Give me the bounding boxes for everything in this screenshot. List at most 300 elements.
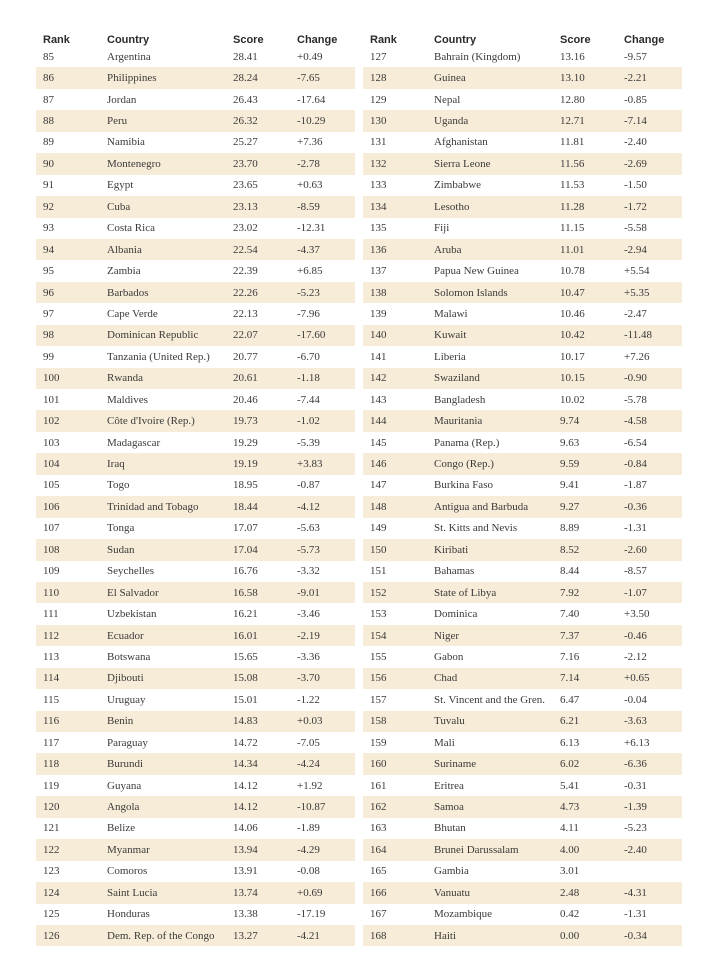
change-cell: -4.31: [617, 882, 682, 903]
score-cell: 9.74: [553, 410, 617, 431]
table-row: [36, 389, 355, 410]
country-cell: Suriname: [427, 753, 553, 774]
score-cell: 22.07: [226, 325, 290, 346]
change-cell: [617, 861, 682, 882]
rank-cell: 113: [43, 650, 60, 663]
table-row: [36, 325, 355, 346]
score-cell: 25.27: [233, 136, 258, 149]
country-cell: Uganda: [427, 110, 553, 131]
table-row: [363, 668, 682, 689]
rank-cell: 122: [36, 839, 100, 860]
change-cell: -0.08: [297, 865, 320, 878]
score-cell: 13.94: [226, 839, 290, 860]
ranking-page: [36, 28, 682, 946]
score-cell: 20.61: [226, 368, 290, 389]
score-cell: 14.12: [233, 779, 258, 792]
change-cell: -1.72: [617, 196, 682, 217]
rank-cell: 128: [363, 67, 427, 88]
change-cell: -0.46: [617, 625, 682, 646]
score-cell: 16.01: [226, 625, 290, 646]
table-row: [363, 539, 682, 560]
country-cell: Peru: [100, 110, 226, 131]
score-cell: 13.27: [226, 925, 290, 946]
change-cell: -1.50: [624, 179, 647, 192]
change-cell: +0.69: [290, 882, 355, 903]
table-row: [363, 46, 682, 67]
change-cell: -4.12: [290, 496, 355, 517]
rank-cell: 142: [363, 368, 427, 389]
change-cell: -0.04: [624, 693, 647, 706]
rank-cell: 156: [363, 668, 427, 689]
change-cell: -6.70: [297, 350, 320, 363]
change-cell: -5.63: [297, 522, 320, 535]
country-cell: Botswana: [107, 650, 151, 663]
score-cell: 10.78: [560, 265, 585, 278]
country-cell: Dominican Republic: [100, 325, 226, 346]
table-body-right: [363, 46, 682, 946]
rank-cell: 167: [370, 908, 387, 921]
change-cell: +0.63: [297, 179, 323, 192]
table-row: [363, 175, 682, 196]
country-cell: Afghanistan: [434, 136, 488, 149]
score-cell: 22.13: [233, 307, 258, 320]
rank-cell: 100: [36, 368, 100, 389]
change-cell: -2.94: [617, 239, 682, 260]
change-cell: +7.36: [297, 136, 323, 149]
table-row: [36, 861, 355, 882]
score-cell: 18.44: [226, 496, 290, 517]
change-cell: -8.57: [624, 565, 647, 578]
table-row: [363, 389, 682, 410]
change-cell: -1.39: [617, 796, 682, 817]
ranking-table-left: [36, 28, 355, 946]
score-cell: 13.91: [233, 865, 258, 878]
country-cell: Burkina Faso: [434, 479, 493, 492]
change-cell: +0.65: [617, 668, 682, 689]
score-cell: 11.56: [553, 153, 617, 174]
table-row: [363, 603, 682, 624]
rank-cell: 168: [363, 925, 427, 946]
table-row: [36, 260, 355, 281]
country-cell: Philippines: [100, 67, 226, 88]
table-row: [363, 796, 682, 817]
rank-cell: 109: [43, 565, 60, 578]
table-row: [36, 732, 355, 753]
rank-cell: 141: [370, 350, 387, 363]
rank-cell: 94: [36, 239, 100, 260]
rank-cell: 115: [43, 693, 60, 706]
score-cell: 12.71: [553, 110, 617, 131]
score-cell: 6.13: [560, 736, 580, 749]
country-cell: Solomon Islands: [427, 282, 553, 303]
table-body-left: [36, 46, 355, 946]
score-cell: 17.07: [233, 522, 258, 535]
rank-cell: 136: [363, 239, 427, 260]
rank-cell: 123: [43, 865, 60, 878]
change-cell: -4.58: [617, 410, 682, 431]
country-cell: Mauritania: [427, 410, 553, 431]
score-cell: 10.46: [560, 307, 585, 320]
rank-cell: 133: [370, 179, 387, 192]
score-cell: 22.54: [226, 239, 290, 260]
country-cell: Malawi: [434, 307, 468, 320]
score-cell: 14.83: [226, 711, 290, 732]
score-cell: 26.43: [233, 93, 258, 106]
country-cell: Egypt: [107, 179, 134, 192]
rank-cell: 166: [363, 882, 427, 903]
country-cell: Jordan: [107, 93, 137, 106]
rank-cell: 103: [43, 436, 60, 449]
change-cell: -2.47: [624, 307, 647, 320]
score-cell: 23.02: [233, 222, 258, 235]
table-row: [36, 796, 355, 817]
change-cell: -4.29: [290, 839, 355, 860]
table-row: [363, 646, 682, 667]
table-row: [36, 346, 355, 367]
change-cell: -5.23: [290, 282, 355, 303]
table-row: [363, 67, 682, 88]
score-cell: 10.47: [553, 282, 617, 303]
country-cell: Sierra Leone: [427, 153, 553, 174]
country-cell: Namibia: [107, 136, 145, 149]
table-row: [36, 110, 355, 131]
country-cell: Honduras: [107, 908, 150, 921]
country-cell: Mozambique: [434, 908, 493, 921]
rank-cell: 105: [43, 479, 60, 492]
rank-cell: 96: [36, 282, 100, 303]
rank-cell: 119: [43, 779, 60, 792]
rank-cell: 152: [363, 582, 427, 603]
country-header: Country: [434, 34, 477, 46]
score-cell: 23.65: [233, 179, 258, 192]
table-row: [36, 46, 355, 67]
country-cell: Nepal: [434, 93, 461, 106]
score-cell: 15.08: [226, 668, 290, 689]
country-cell: Argentina: [107, 50, 151, 63]
score-cell: 5.41: [560, 779, 580, 792]
rank-cell: 107: [43, 522, 60, 535]
table-row: [36, 153, 355, 174]
score-cell: 9.27: [553, 496, 617, 517]
country-cell: Iraq: [100, 453, 226, 474]
table-row: [363, 260, 682, 281]
change-cell: -10.87: [290, 796, 355, 817]
table-row: [363, 132, 682, 153]
table-row: [36, 496, 355, 517]
score-cell: 28.41: [233, 50, 258, 63]
rank-cell: 160: [363, 753, 427, 774]
table-row: [36, 432, 355, 453]
table-row: [36, 711, 355, 732]
change-cell: -2.19: [290, 625, 355, 646]
score-cell: 22.39: [233, 265, 258, 278]
rank-cell: 149: [370, 522, 387, 535]
change-cell: -4.24: [290, 753, 355, 774]
country-cell: Albania: [100, 239, 226, 260]
change-cell: -2.78: [290, 153, 355, 174]
table-row: [36, 410, 355, 431]
table-header-row: [36, 28, 355, 46]
change-cell: -4.21: [290, 925, 355, 946]
score-cell: 7.14: [553, 668, 617, 689]
change-cell: -4.37: [290, 239, 355, 260]
change-cell: -17.19: [297, 908, 326, 921]
table-row: [363, 689, 682, 710]
rank-cell: 130: [363, 110, 427, 131]
change-cell: -0.36: [617, 496, 682, 517]
table-row: [363, 496, 682, 517]
country-cell: Montenegro: [100, 153, 226, 174]
table-row: [36, 818, 355, 839]
rank-cell: 154: [363, 625, 427, 646]
rank-cell: 131: [370, 136, 387, 149]
rank-cell: 145: [370, 436, 387, 449]
country-cell: Maldives: [107, 393, 148, 406]
rank-header: Rank: [370, 34, 397, 46]
score-cell: 10.15: [553, 368, 617, 389]
table-row: [363, 818, 682, 839]
change-cell: -0.84: [617, 453, 682, 474]
country-cell: Dem. Rep. of the Congo: [100, 925, 226, 946]
country-cell: Bangladesh: [434, 393, 486, 406]
rank-cell: 117: [43, 736, 60, 749]
rank-cell: 120: [36, 796, 100, 817]
rank-cell: 148: [363, 496, 427, 517]
score-cell: 0.42: [560, 908, 580, 921]
country-cell: Djibouti: [100, 668, 226, 689]
table-row: [36, 475, 355, 496]
rank-cell: 151: [370, 565, 387, 578]
rank-cell: 126: [36, 925, 100, 946]
rank-cell: 135: [370, 222, 387, 235]
table-row: [36, 453, 355, 474]
change-cell: -6.54: [624, 436, 647, 449]
country-cell: Zambia: [107, 265, 141, 278]
table-row: [363, 325, 682, 346]
country-cell: Myanmar: [100, 839, 226, 860]
rank-cell: 112: [36, 625, 100, 646]
country-cell: Tonga: [107, 522, 135, 535]
country-cell: Sudan: [100, 539, 226, 560]
score-cell: 19.19: [226, 453, 290, 474]
rank-cell: 127: [370, 50, 387, 63]
rank-cell: 129: [370, 93, 387, 106]
table-row: [363, 625, 682, 646]
score-cell: 23.70: [226, 153, 290, 174]
table-row: [363, 518, 682, 539]
country-cell: Seychelles: [107, 565, 155, 578]
rank-cell: 92: [36, 196, 100, 217]
table-row: [36, 518, 355, 539]
score-cell: 4.73: [553, 796, 617, 817]
rank-cell: 137: [370, 265, 387, 278]
change-cell: +5.35: [617, 282, 682, 303]
country-cell: Chad: [427, 668, 553, 689]
score-cell: 0.00: [553, 925, 617, 946]
table-row: [36, 89, 355, 110]
score-cell: 7.16: [560, 650, 580, 663]
country-cell: St. Vincent and the Gren.: [434, 693, 545, 706]
change-cell: -17.64: [297, 93, 326, 106]
rank-cell: 140: [363, 325, 427, 346]
score-cell: 13.10: [553, 67, 617, 88]
score-cell: 13.38: [233, 908, 258, 921]
country-cell: Eritrea: [434, 779, 464, 792]
change-cell: -1.22: [297, 693, 320, 706]
table-row: [363, 410, 682, 431]
country-cell: Guyana: [107, 779, 142, 792]
rank-cell: 86: [36, 67, 100, 88]
table-row: [363, 239, 682, 260]
country-cell: Bahrain (Kingdom): [434, 50, 521, 63]
rank-cell: 134: [363, 196, 427, 217]
country-cell: Cape Verde: [107, 307, 158, 320]
score-cell: 14.72: [233, 736, 258, 749]
country-cell: State of Libya: [427, 582, 553, 603]
rank-cell: 146: [363, 453, 427, 474]
change-cell: -11.48: [617, 325, 682, 346]
change-cell: -5.73: [290, 539, 355, 560]
country-cell: Gambia: [434, 865, 469, 878]
score-cell: 6.47: [560, 693, 580, 706]
rank-cell: 143: [370, 393, 387, 406]
rank-cell: 99: [43, 350, 54, 363]
table-row: [36, 132, 355, 153]
table-row: [363, 303, 682, 324]
change-header: Change: [624, 34, 665, 46]
rank-header: Rank: [43, 34, 70, 46]
table-row: [36, 603, 355, 624]
rank-cell: 89: [43, 136, 54, 149]
table-row: [36, 753, 355, 774]
change-cell: +6.13: [624, 736, 650, 749]
table-row: [363, 110, 682, 131]
country-cell: Fiji: [434, 222, 450, 235]
score-cell: 17.04: [226, 539, 290, 560]
change-cell: +7.26: [624, 350, 650, 363]
country-cell: Congo (Rep.): [427, 453, 553, 474]
rank-cell: 158: [363, 711, 427, 732]
table-row: [36, 175, 355, 196]
rank-cell: 101: [43, 393, 60, 406]
table-row: [36, 67, 355, 88]
rank-cell: 88: [36, 110, 100, 131]
rank-cell: 102: [36, 410, 100, 431]
rank-cell: 95: [43, 265, 54, 278]
rank-cell: 159: [370, 736, 387, 749]
table-row: [363, 282, 682, 303]
country-cell: Papua New Guinea: [434, 265, 519, 278]
score-cell: 8.89: [560, 522, 580, 535]
rank-cell: 97: [43, 307, 54, 320]
table-row: [363, 196, 682, 217]
change-cell: -5.78: [624, 393, 647, 406]
change-cell: -9.01: [290, 582, 355, 603]
table-row: [36, 904, 355, 925]
rank-cell: 150: [363, 539, 427, 560]
score-cell: 12.80: [560, 93, 585, 106]
score-cell: 11.53: [560, 179, 585, 192]
score-cell: 18.95: [233, 479, 258, 492]
change-cell: -1.18: [290, 368, 355, 389]
score-cell: 4.00: [553, 839, 617, 860]
score-cell: 4.11: [560, 822, 579, 835]
rank-cell: 90: [36, 153, 100, 174]
score-cell: 6.02: [553, 753, 617, 774]
country-cell: Bahamas: [434, 565, 475, 578]
rank-cell: 162: [363, 796, 427, 817]
score-cell: 16.58: [226, 582, 290, 603]
change-header: Change: [297, 34, 338, 46]
country-cell: Bhutan: [434, 822, 466, 835]
rank-cell: 93: [43, 222, 54, 235]
rank-cell: 114: [36, 668, 100, 689]
change-cell: -3.36: [297, 650, 320, 663]
score-cell: 16.21: [233, 608, 258, 621]
table-row: [36, 282, 355, 303]
rank-cell: 139: [370, 307, 387, 320]
country-cell: Aruba: [427, 239, 553, 260]
rank-cell: 98: [36, 325, 100, 346]
country-cell: Rwanda: [100, 368, 226, 389]
score-cell: 14.12: [226, 796, 290, 817]
table-row: [36, 539, 355, 560]
score-cell: 10.02: [560, 393, 585, 406]
table-row: [363, 711, 682, 732]
change-cell: -1.87: [624, 479, 647, 492]
change-cell: -12.31: [297, 222, 326, 235]
rank-cell: 106: [36, 496, 100, 517]
change-cell: -7.96: [297, 307, 320, 320]
table-row: [363, 753, 682, 774]
rank-cell: 91: [43, 179, 54, 192]
change-cell: -0.31: [624, 779, 647, 792]
change-cell: -5.58: [624, 222, 647, 235]
change-cell: -1.89: [297, 822, 320, 835]
score-cell: 11.15: [560, 222, 585, 235]
change-cell: +0.49: [297, 50, 323, 63]
country-cell: Côte d'Ivoire (Rep.): [100, 410, 226, 431]
change-cell: -5.39: [297, 436, 320, 449]
change-cell: -2.60: [617, 539, 682, 560]
country-cell: Antigua and Barbuda: [427, 496, 553, 517]
score-cell: 23.13: [226, 196, 290, 217]
change-cell: -3.46: [297, 608, 320, 621]
score-cell: 10.42: [553, 325, 617, 346]
table-row: [363, 475, 682, 496]
change-cell: -7.44: [297, 393, 320, 406]
score-cell: 8.52: [553, 539, 617, 560]
country-cell: Benin: [100, 711, 226, 732]
score-cell: 22.26: [226, 282, 290, 303]
change-cell: -3.32: [297, 565, 320, 578]
table-row: [363, 218, 682, 239]
score-cell: 7.92: [553, 582, 617, 603]
country-header: Country: [107, 34, 150, 46]
rank-cell: 147: [370, 479, 387, 492]
change-cell: -1.07: [617, 582, 682, 603]
country-cell: Uruguay: [107, 693, 146, 706]
rank-cell: 132: [363, 153, 427, 174]
country-cell: Tanzania (United Rep.): [107, 350, 210, 363]
table-row: [363, 432, 682, 453]
table-row: [36, 218, 355, 239]
change-cell: +3.83: [290, 453, 355, 474]
rank-cell: 111: [43, 608, 59, 621]
change-cell: -8.59: [290, 196, 355, 217]
rank-cell: 121: [43, 822, 60, 835]
score-cell: 14.34: [226, 753, 290, 774]
